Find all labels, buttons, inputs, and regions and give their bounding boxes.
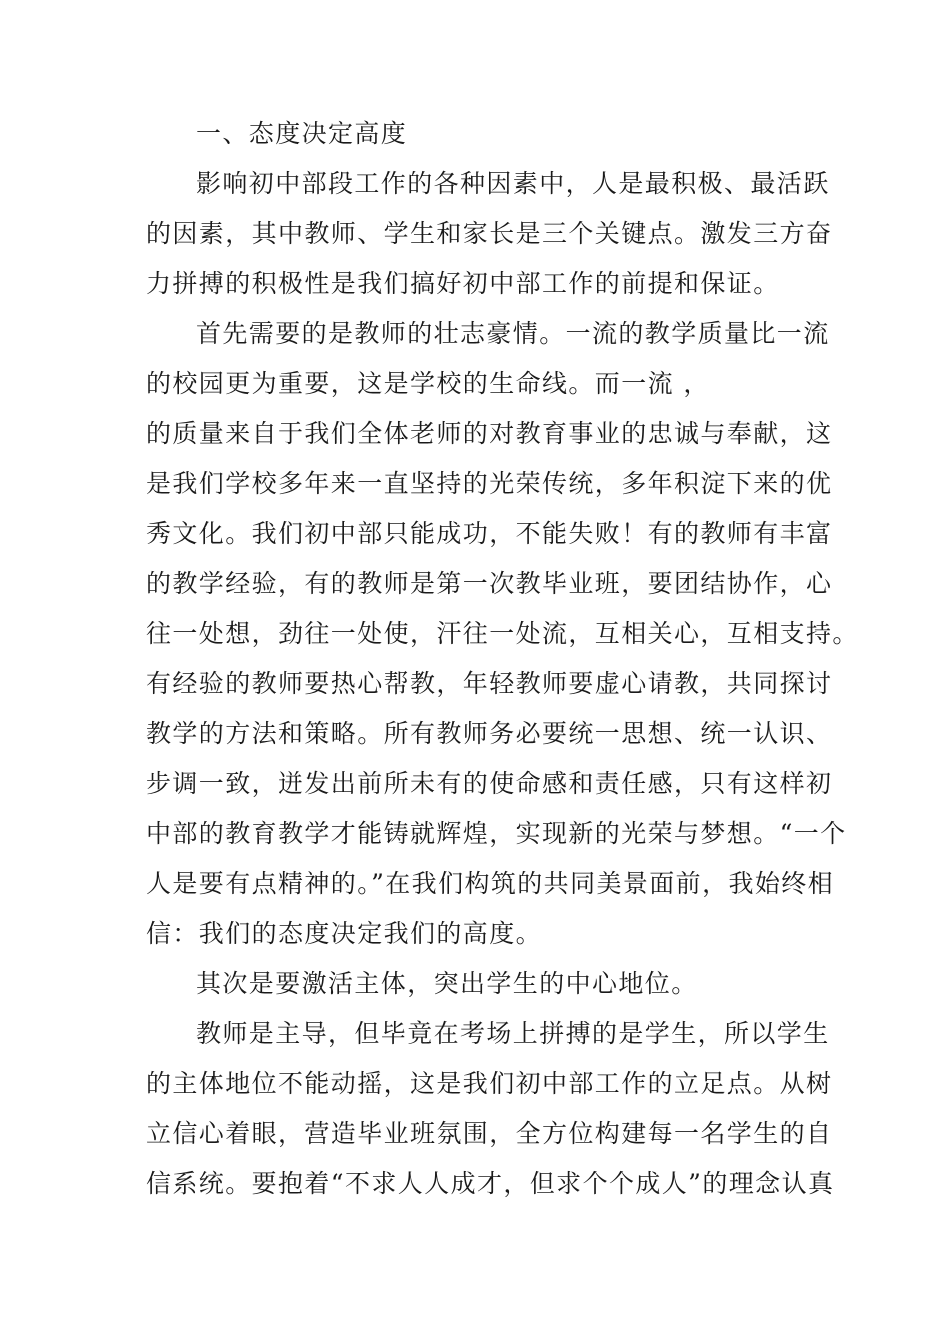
text-line: 步调一致，迸发出前所未有的使命感和责任感，只有这样初 [146,769,833,798]
text-line: 往一处想，劲往一处使，汗往一处流，互相关心，互相支持。 [146,619,859,648]
text-line: 力拼搏的积极性是我们搞好初中部工作的前提和保证。 [146,269,780,298]
text-line: 其次是要激活主体，突出学生的中心地位。 [196,969,698,998]
text-line: 人是要有点精神的。”在我们构筑的共同美景面前，我始终相 [146,869,835,898]
text-line: 信：我们的态度决定我们的高度。 [146,919,543,948]
text-line: 首先需要的是教师的壮志豪情。一流的教学质量比一流 [196,319,830,348]
text-line: 是我们学校多年来一直坚持的光荣传统，多年积淀下来的优 [146,469,833,498]
text-line: 秀文化。我们初中部只能成功，不能失败！有的教师有丰富 [146,519,833,548]
section-heading: 一、态度决定高度 [196,119,408,148]
text-line: 的主体地位不能动摇，这是我们初中部工作的立足点。从树 [146,1069,833,1098]
text-line: 中部的教育教学才能铸就辉煌，实现新的光荣与梦想。“一个 [146,819,847,848]
text-line: 教学的方法和策略。所有教师务必要统一思想、统一认识、 [146,719,833,748]
text-line: 的校园更为重要，这是学校的生命线。而一流 ， [146,369,710,398]
text-line: 的教学经验，有的教师是第一次教毕业班，要团结协作，心 [146,569,833,598]
text-line: 教师是主导，但毕竟在考场上拼搏的是学生，所以学生 [196,1019,830,1048]
text-line: 立信心着眼，营造毕业班氛围，全方位构建每一名学生的自 [146,1119,833,1148]
text-line: 的因素，其中教师、学生和家长是三个关键点。激发三方奋 [146,219,833,248]
text-line: 有经验的教师要热心帮教，年轻教师要虚心请教，共同探讨 [146,669,833,698]
text-line: 信系统。要抱着“不求人人成才，但求个个成人”的理念认真 [146,1169,835,1198]
text-line: 的质量来自于我们全体老师的对教育事业的忠诚与奉献，这 [146,419,833,448]
text-line: 影响初中部段工作的各种因素中，人是最积极、最活跃 [196,169,830,198]
